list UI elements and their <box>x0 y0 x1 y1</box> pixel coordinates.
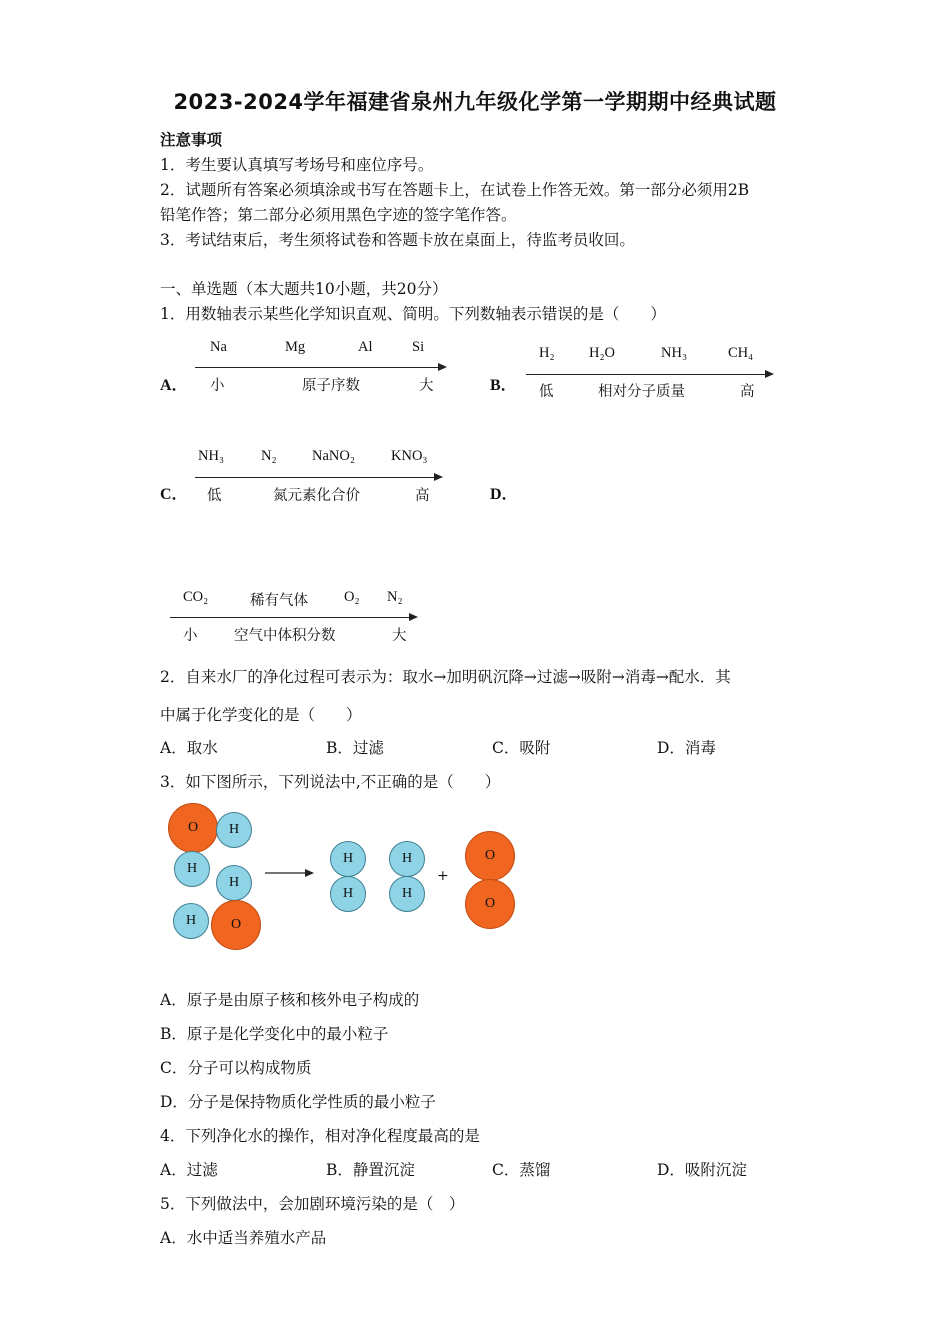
axis-arrow <box>765 370 774 378</box>
axis-bottom-label: 相对分子质量 <box>598 384 685 400</box>
axis-top-label: H₂O <box>589 345 615 361</box>
axis-top-label: O₂ <box>344 589 360 605</box>
notice-item: 1．考生要认真填写考场号和座位序号。 <box>160 156 434 174</box>
page-title: 2023-2024学年福建省泉州九年级化学第一学期期中经典试题 <box>173 90 777 114</box>
axis-arrow <box>409 613 418 621</box>
hydrogen-atom: H <box>330 876 366 912</box>
q1-option-d-letter: D． <box>490 486 518 503</box>
oxygen-atom: O <box>168 803 218 853</box>
hydrogen-atom: H <box>173 903 209 939</box>
notice-item: 3．考试结束后，考生须将试卷和答题卡放在桌面上，待监考员收回。 <box>160 231 635 249</box>
hydrogen-atom: H <box>174 851 210 887</box>
q2-option: D．消毒 <box>657 739 716 757</box>
hydrogen-atom: H <box>216 812 252 848</box>
axis-top-label: NH₃ <box>198 448 224 464</box>
q1-option-a-axis <box>195 338 455 398</box>
axis-bottom-label: 高 <box>415 488 430 504</box>
axis-bottom-label: 小 <box>183 628 198 644</box>
plus-sign: + <box>437 868 449 884</box>
question-2-stem: 2．自来水厂的净化过程可表示为：取水→加明矾沉降→过滤→吸附→消毒→配水．其 <box>160 668 731 686</box>
axis-top-label: NH₃ <box>661 345 687 361</box>
q1-option-c-letter: C． <box>160 486 188 503</box>
q5-option: A．水中适当养殖水产品 <box>160 1229 327 1247</box>
q1-option-b-letter: B． <box>490 377 517 394</box>
question-2-stem-cont: 中属于化学变化的是（ ） <box>160 706 362 724</box>
q1-option-c-axis <box>195 447 455 507</box>
question-4-stem: 4．下列净化水的操作，相对净化程度最高的是 <box>160 1127 480 1145</box>
axis-top-label: Si <box>412 339 425 355</box>
question-5-stem: 5．下列做法中，会加剧环境污染的是（ ） <box>160 1195 465 1213</box>
notice-heading: 注意事项 <box>160 130 223 149</box>
axis-bottom-label: 小 <box>210 378 225 394</box>
axis-line <box>195 367 439 368</box>
q4-option: D．吸附沉淀 <box>657 1161 747 1179</box>
notice-item: 2．试题所有答案必须填涂或书写在答题卡上，在试卷上作答无效。第一部分必须用2B <box>160 181 750 199</box>
q3-option: A．原子是由原子核和核外电子构成的 <box>160 991 420 1009</box>
axis-top-label: NaNO₂ <box>312 448 355 464</box>
q2-option: A．取水 <box>160 739 218 757</box>
axis-arrow <box>434 473 443 481</box>
oxygen-atom: O <box>465 879 515 929</box>
section-heading: 一、单选题（本大题共10小题，共20分） <box>160 280 448 298</box>
q2-option: B．过滤 <box>326 739 384 757</box>
axis-line <box>526 374 766 375</box>
notice-item: 铅笔作答；第二部分必须用黑色字迹的签字笔作答。 <box>160 206 517 224</box>
q3-option: B．原子是化学变化中的最小粒子 <box>160 1025 389 1043</box>
axis-bottom-label: 原子序数 <box>302 378 360 394</box>
axis-top-label: CH₄ <box>728 345 754 361</box>
oxygen-atom: O <box>211 900 261 950</box>
axis-top-label: Al <box>358 339 373 355</box>
axis-bottom-label: 大 <box>419 378 434 394</box>
q2-option: C．吸附 <box>492 739 551 757</box>
axis-top-label: N₂ <box>261 448 277 464</box>
axis-line <box>170 617 410 618</box>
axis-bottom-label: 低 <box>207 488 222 504</box>
hydrogen-atom: H <box>330 841 366 877</box>
axis-bottom-label: 空气中体积分数 <box>234 628 336 644</box>
axis-top-label: Na <box>210 339 227 355</box>
axis-top-label: H₂ <box>539 345 555 361</box>
axis-top-label: CO₂ <box>183 589 209 605</box>
q1-option-d-axis <box>170 588 430 648</box>
question-3-stem: 3．如下图所示，下列说法中,不正确的是（ ） <box>160 773 501 791</box>
q1-option-b-axis <box>526 344 786 404</box>
axis-top-label: KNO₃ <box>391 448 428 464</box>
axis-top-label: N₂ <box>387 589 403 605</box>
q4-option: C．蒸馏 <box>492 1161 551 1179</box>
axis-bottom-label: 大 <box>392 628 407 644</box>
axis-bottom-label: 氮元素化合价 <box>273 488 360 504</box>
axis-bottom-label: 低 <box>539 384 554 400</box>
hydrogen-atom: H <box>216 865 252 901</box>
axis-line <box>195 477 435 478</box>
axis-top-label: 稀有气体 <box>250 593 308 609</box>
q4-option: A．过滤 <box>160 1161 218 1179</box>
q1-option-a-letter: A． <box>160 377 188 394</box>
q3-option: D．分子是保持物质化学性质的最小粒子 <box>160 1093 436 1111</box>
question-1-stem: 1．用数轴表示某些化学知识直观、简明。下列数轴表示错误的是（ ） <box>160 305 666 323</box>
axis-arrow <box>438 363 447 371</box>
reaction-arrow-icon <box>265 866 315 880</box>
axis-top-label: Mg <box>285 339 306 355</box>
q3-option: C．分子可以构成物质 <box>160 1059 312 1077</box>
q4-option: B．静置沉淀 <box>326 1161 415 1179</box>
hydrogen-atom: H <box>389 876 425 912</box>
axis-bottom-label: 高 <box>740 384 755 400</box>
oxygen-atom: O <box>465 831 515 881</box>
hydrogen-atom: H <box>389 841 425 877</box>
